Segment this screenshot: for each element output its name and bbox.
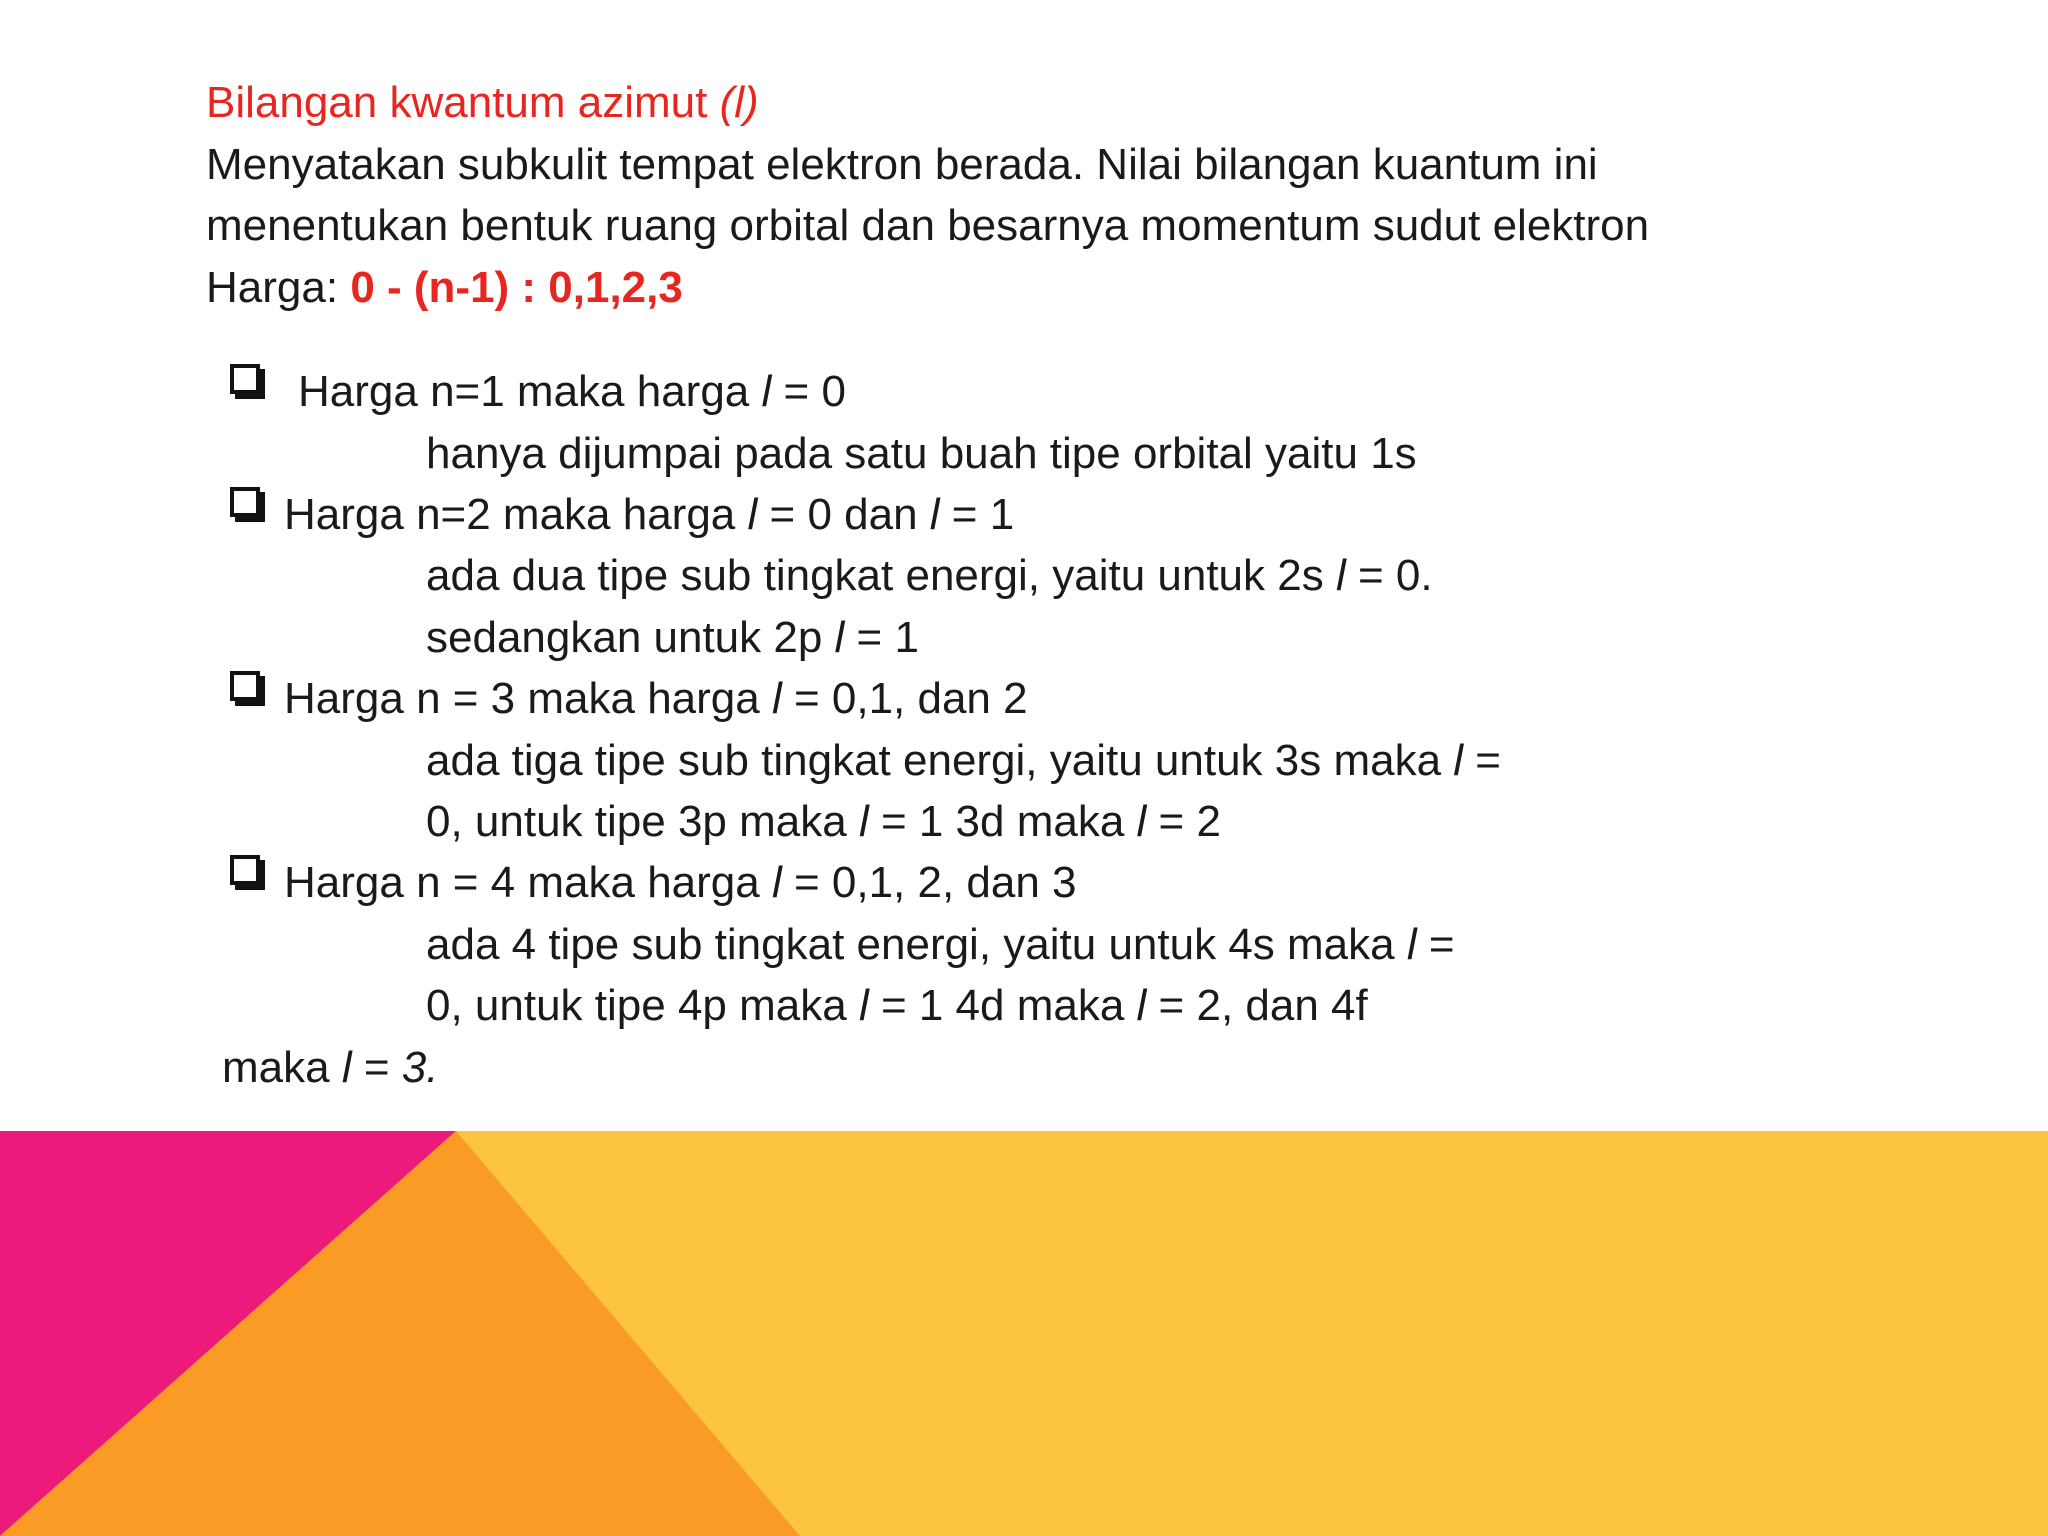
sub-item-4-2 [426, 975, 1368, 1037]
checkbox-bullet-icon [230, 855, 260, 885]
last-line [222, 1037, 438, 1099]
symbol-l: l [771, 858, 782, 907]
last-text: maka [222, 1043, 342, 1092]
sub-text: = 1 4d maka [868, 981, 1137, 1030]
symbol-l: l [761, 367, 772, 416]
bullet-item-3 [284, 668, 1028, 730]
decorative-bottom-band [0, 1131, 2048, 1536]
item-text: Harga n = 4 maka harga [284, 858, 772, 907]
harga-line [206, 257, 683, 319]
description-line-2: menentukan bentuk ruang orbital dan besarnya momentum sudut elektron [206, 201, 1650, 250]
symbol-l: l [1453, 736, 1464, 785]
sub-item-4-1 [426, 914, 1455, 976]
heading [206, 72, 759, 134]
sub-text: sedangkan untuk 2p [426, 613, 835, 662]
checkbox-bullet-icon [230, 487, 260, 517]
heading-symbol: (l) [719, 78, 759, 127]
symbol-l: l [771, 674, 782, 723]
symbol-l: l [1136, 981, 1147, 1030]
sub-text: 0, untuk tipe 3p maka [426, 797, 859, 846]
sub-text: ada tiga tipe sub tingkat energi, yaitu untuk 3s maka [426, 736, 1454, 785]
sub-text: = 1 3d maka [868, 797, 1137, 846]
bullet-item-1 [298, 361, 846, 423]
checkbox-bullet-icon [230, 671, 260, 701]
symbol-l: l [929, 490, 940, 539]
symbol-l: l [1406, 920, 1417, 969]
sub-text: hanya dijumpai pada satu buah tipe orbital yaitu 1s [426, 429, 1417, 478]
last-text: = [351, 1043, 402, 1092]
sub-item-2-1 [426, 545, 1433, 607]
sub-text: = 2 [1146, 797, 1221, 846]
sub-text: = 1 [844, 613, 919, 662]
sub-text: ada 4 tipe sub tingkat energi, yaitu untuk 4s maka [426, 920, 1407, 969]
bullet-item-2 [284, 484, 1014, 546]
symbol-l: l [834, 613, 845, 662]
item-text: = 0,1, dan 2 [781, 674, 1028, 723]
harga-value: 0 - (n-1) : 0,1,2,3 [350, 263, 683, 312]
heading-text: Bilangan kwantum azimut [206, 78, 708, 127]
item-text: = 1 [939, 490, 1015, 539]
item-text: = 0,1, 2, dan 3 [781, 858, 1077, 907]
item-text: = 0 [771, 367, 846, 416]
sub-text: ada dua tipe sub tingkat energi, yaitu untuk 2s [426, 551, 1336, 600]
sub-text: = 2, dan 4f [1146, 981, 1368, 1030]
last-text: 3. [401, 1043, 439, 1092]
symbol-l: l [858, 797, 869, 846]
item-text: Harga n = 3 maka harga [284, 674, 772, 723]
item-text: Harga n=1 maka harga [298, 367, 762, 416]
symbol-l: l [1335, 551, 1346, 600]
sub-text: = 0. [1345, 551, 1433, 600]
symbol-l: l [747, 490, 758, 539]
bullet-item-4 [284, 852, 1077, 914]
sub-item-1-1 [426, 423, 1417, 485]
harga-label: Harga: [206, 263, 339, 312]
symbol-l: l [1136, 797, 1147, 846]
sub-text: = [1416, 920, 1455, 969]
sub-item-2-2 [426, 607, 919, 669]
item-text: Harga n=2 maka harga [284, 490, 748, 539]
sub-text: 0, untuk tipe 4p maka [426, 981, 859, 1030]
symbol-l: l [341, 1043, 352, 1092]
checkbox-bullet-icon [230, 364, 260, 394]
sub-text: = [1463, 736, 1501, 785]
item-text: = 0 dan [757, 490, 930, 539]
description-line-1: Menyatakan subkulit tempat elektron berada. Nilai bilangan kuantum ini [206, 140, 1598, 189]
symbol-l: l [858, 981, 869, 1030]
sub-item-3-1 [426, 730, 1501, 792]
sub-item-3-2 [426, 791, 1221, 853]
